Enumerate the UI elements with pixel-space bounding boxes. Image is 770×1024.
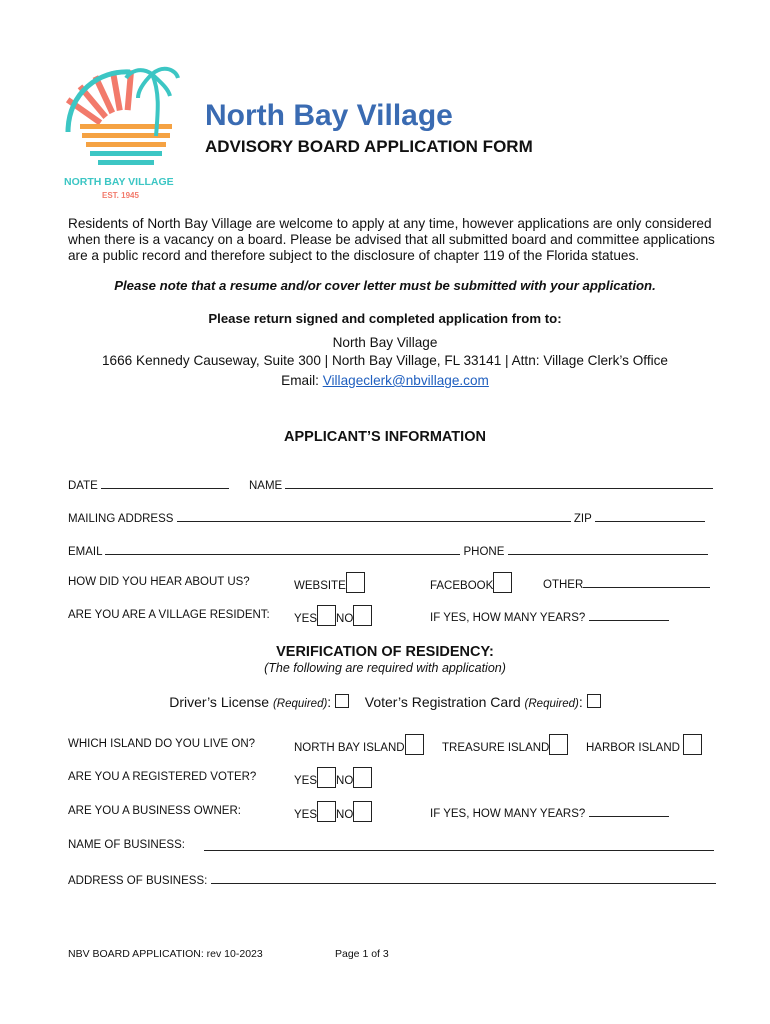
return-instructions: Please return signed and completed application from to: — [208, 311, 562, 326]
voter-yes-label: YES — [294, 775, 318, 787]
treasure-island-checkbox[interactable] — [549, 734, 568, 755]
business-years-label: IF YES, HOW MANY YEARS? — [430, 808, 586, 820]
verification-subheading: (The following are required with application) — [264, 661, 506, 675]
resident-no-checkbox[interactable] — [353, 605, 372, 626]
address-name: North Bay Village — [332, 335, 438, 350]
footer-page-number: Page 1 of 3 — [335, 948, 389, 960]
palm-sun-icon — [60, 62, 192, 204]
business-years-row — [430, 805, 669, 820]
north-bay-island-checkbox[interactable] — [405, 734, 424, 755]
harbor-island-option — [586, 734, 702, 755]
email-contact-label: Email: — [281, 373, 319, 388]
voter-no-checkbox[interactable] — [353, 767, 372, 788]
website-option — [294, 572, 365, 593]
voters-card-label: Voter’s Registration Card — [364, 694, 521, 710]
north-bay-island-label: NORTH BAY ISLAND — [294, 742, 405, 754]
business-address-label: ADDRESS OF BUSINESS: — [68, 875, 208, 887]
applicant-info-heading: APPLICANT’S INFORMATION — [284, 429, 486, 445]
business-yes-no — [294, 801, 372, 822]
business-yes-checkbox[interactable] — [317, 801, 336, 822]
email-field[interactable] — [105, 543, 460, 555]
mailing-address-label: MAILING ADDRESS — [68, 513, 174, 525]
registered-voter-label: ARE YOU A REGISTERED VOTER? — [68, 771, 257, 783]
treasure-island-label: TREASURE ISLAND — [442, 742, 550, 754]
mailing-address-field[interactable] — [177, 510, 571, 522]
intro-paragraph: Residents of North Bay Village are welcome to apply at any time, however applications are only considered when there is a vacancy on a board. Please be advised that all submitted board and committee applications are a public record and therefore subject to the disclosure of chapter 119 of the Florida statues. — [68, 216, 715, 263]
drivers-license-label: Driver’s License — [169, 694, 270, 710]
facebook-option — [430, 572, 512, 593]
email-label: EMAIL — [68, 546, 103, 558]
required-documents-row — [0, 694, 770, 710]
phone-label: PHONE — [463, 546, 505, 558]
name-field[interactable] — [285, 477, 713, 489]
business-name-label: NAME OF BUSINESS: — [68, 839, 185, 851]
business-years-field[interactable] — [589, 805, 669, 817]
resident-years-label: IF YES, HOW MANY YEARS? — [430, 612, 586, 624]
footer-revision: NBV BOARD APPLICATION: rev 10-2023 — [68, 948, 263, 960]
north-bay-island-option — [294, 734, 424, 755]
business-no-label: NO — [336, 809, 354, 821]
date-field[interactable] — [101, 477, 229, 489]
resident-years-field[interactable] — [589, 609, 669, 621]
harbor-island-checkbox[interactable] — [683, 734, 702, 755]
voters-card-colon: : — [578, 694, 583, 710]
hear-about-label: HOW DID YOU HEAR ABOUT US? — [68, 576, 250, 588]
facebook-checkbox[interactable] — [493, 572, 512, 593]
resident-yes-no — [294, 605, 372, 626]
business-no-checkbox[interactable] — [353, 801, 372, 822]
email-row — [68, 543, 708, 558]
date-row — [68, 477, 229, 492]
business-owner-label: ARE YOU A BUSINESS OWNER: — [68, 805, 241, 817]
mailing-row — [68, 510, 705, 525]
resident-years-row — [430, 609, 669, 624]
resident-yes-checkbox[interactable] — [317, 605, 336, 626]
other-field[interactable] — [583, 576, 710, 588]
website-label: WEBSITE — [294, 580, 346, 592]
email-contact — [0, 373, 770, 388]
voters-card-checkbox[interactable] — [587, 694, 601, 708]
treasure-island-option — [442, 734, 568, 755]
business-name-field[interactable] — [204, 839, 714, 851]
facebook-label: FACEBOOK — [430, 580, 494, 592]
north-bay-village-logo — [60, 62, 192, 204]
resident-no-label: NO — [336, 613, 354, 625]
website-checkbox[interactable] — [346, 572, 365, 593]
phone-field[interactable] — [508, 543, 708, 555]
business-address-row — [68, 872, 716, 887]
drivers-license-checkbox[interactable] — [335, 694, 349, 708]
voters-card-required: (Required) — [524, 698, 579, 710]
drivers-license-required: (Required) — [272, 698, 328, 710]
voter-no-label: NO — [336, 775, 354, 787]
clerk-email-link[interactable]: Villageclerk@nbvillage.com — [322, 373, 489, 388]
voter-yes-no — [294, 767, 372, 788]
date-label: DATE — [68, 480, 98, 492]
resume-note: Please note that a resume and/or cover letter must be submitted with your application. — [114, 278, 656, 293]
drivers-license-colon: : — [327, 694, 332, 710]
svg-text:NORTH BAY VILLAGE: NORTH BAY VILLAGE — [64, 176, 174, 188]
other-label: OTHER — [543, 579, 584, 591]
island-label: WHICH ISLAND DO YOU LIVE ON? — [68, 738, 256, 750]
svg-text:EST. 1945: EST. 1945 — [102, 191, 139, 200]
name-row — [249, 477, 713, 492]
zip-field[interactable] — [595, 510, 705, 522]
org-title: North Bay Village — [205, 99, 453, 132]
voter-yes-checkbox[interactable] — [317, 767, 336, 788]
form-title: ADVISORY BOARD APPLICATION FORM — [205, 137, 533, 156]
verification-heading: VERIFICATION OF RESIDENCY: — [276, 644, 494, 660]
zip-label: ZIP — [573, 513, 592, 525]
resident-yes-label: YES — [294, 613, 318, 625]
business-address-field[interactable] — [211, 872, 716, 884]
village-resident-label: ARE YOU ARE A VILLAGE RESIDENT: — [68, 609, 270, 621]
harbor-island-label: HARBOR ISLAND — [586, 742, 680, 754]
business-yes-label: YES — [294, 809, 318, 821]
name-label: NAME — [249, 480, 283, 492]
address-line: 1666 Kennedy Causeway, Suite 300 | North Bay Village, FL 33141 | Attn: Village Clerk’s Office — [101, 353, 668, 368]
other-option — [543, 576, 710, 591]
